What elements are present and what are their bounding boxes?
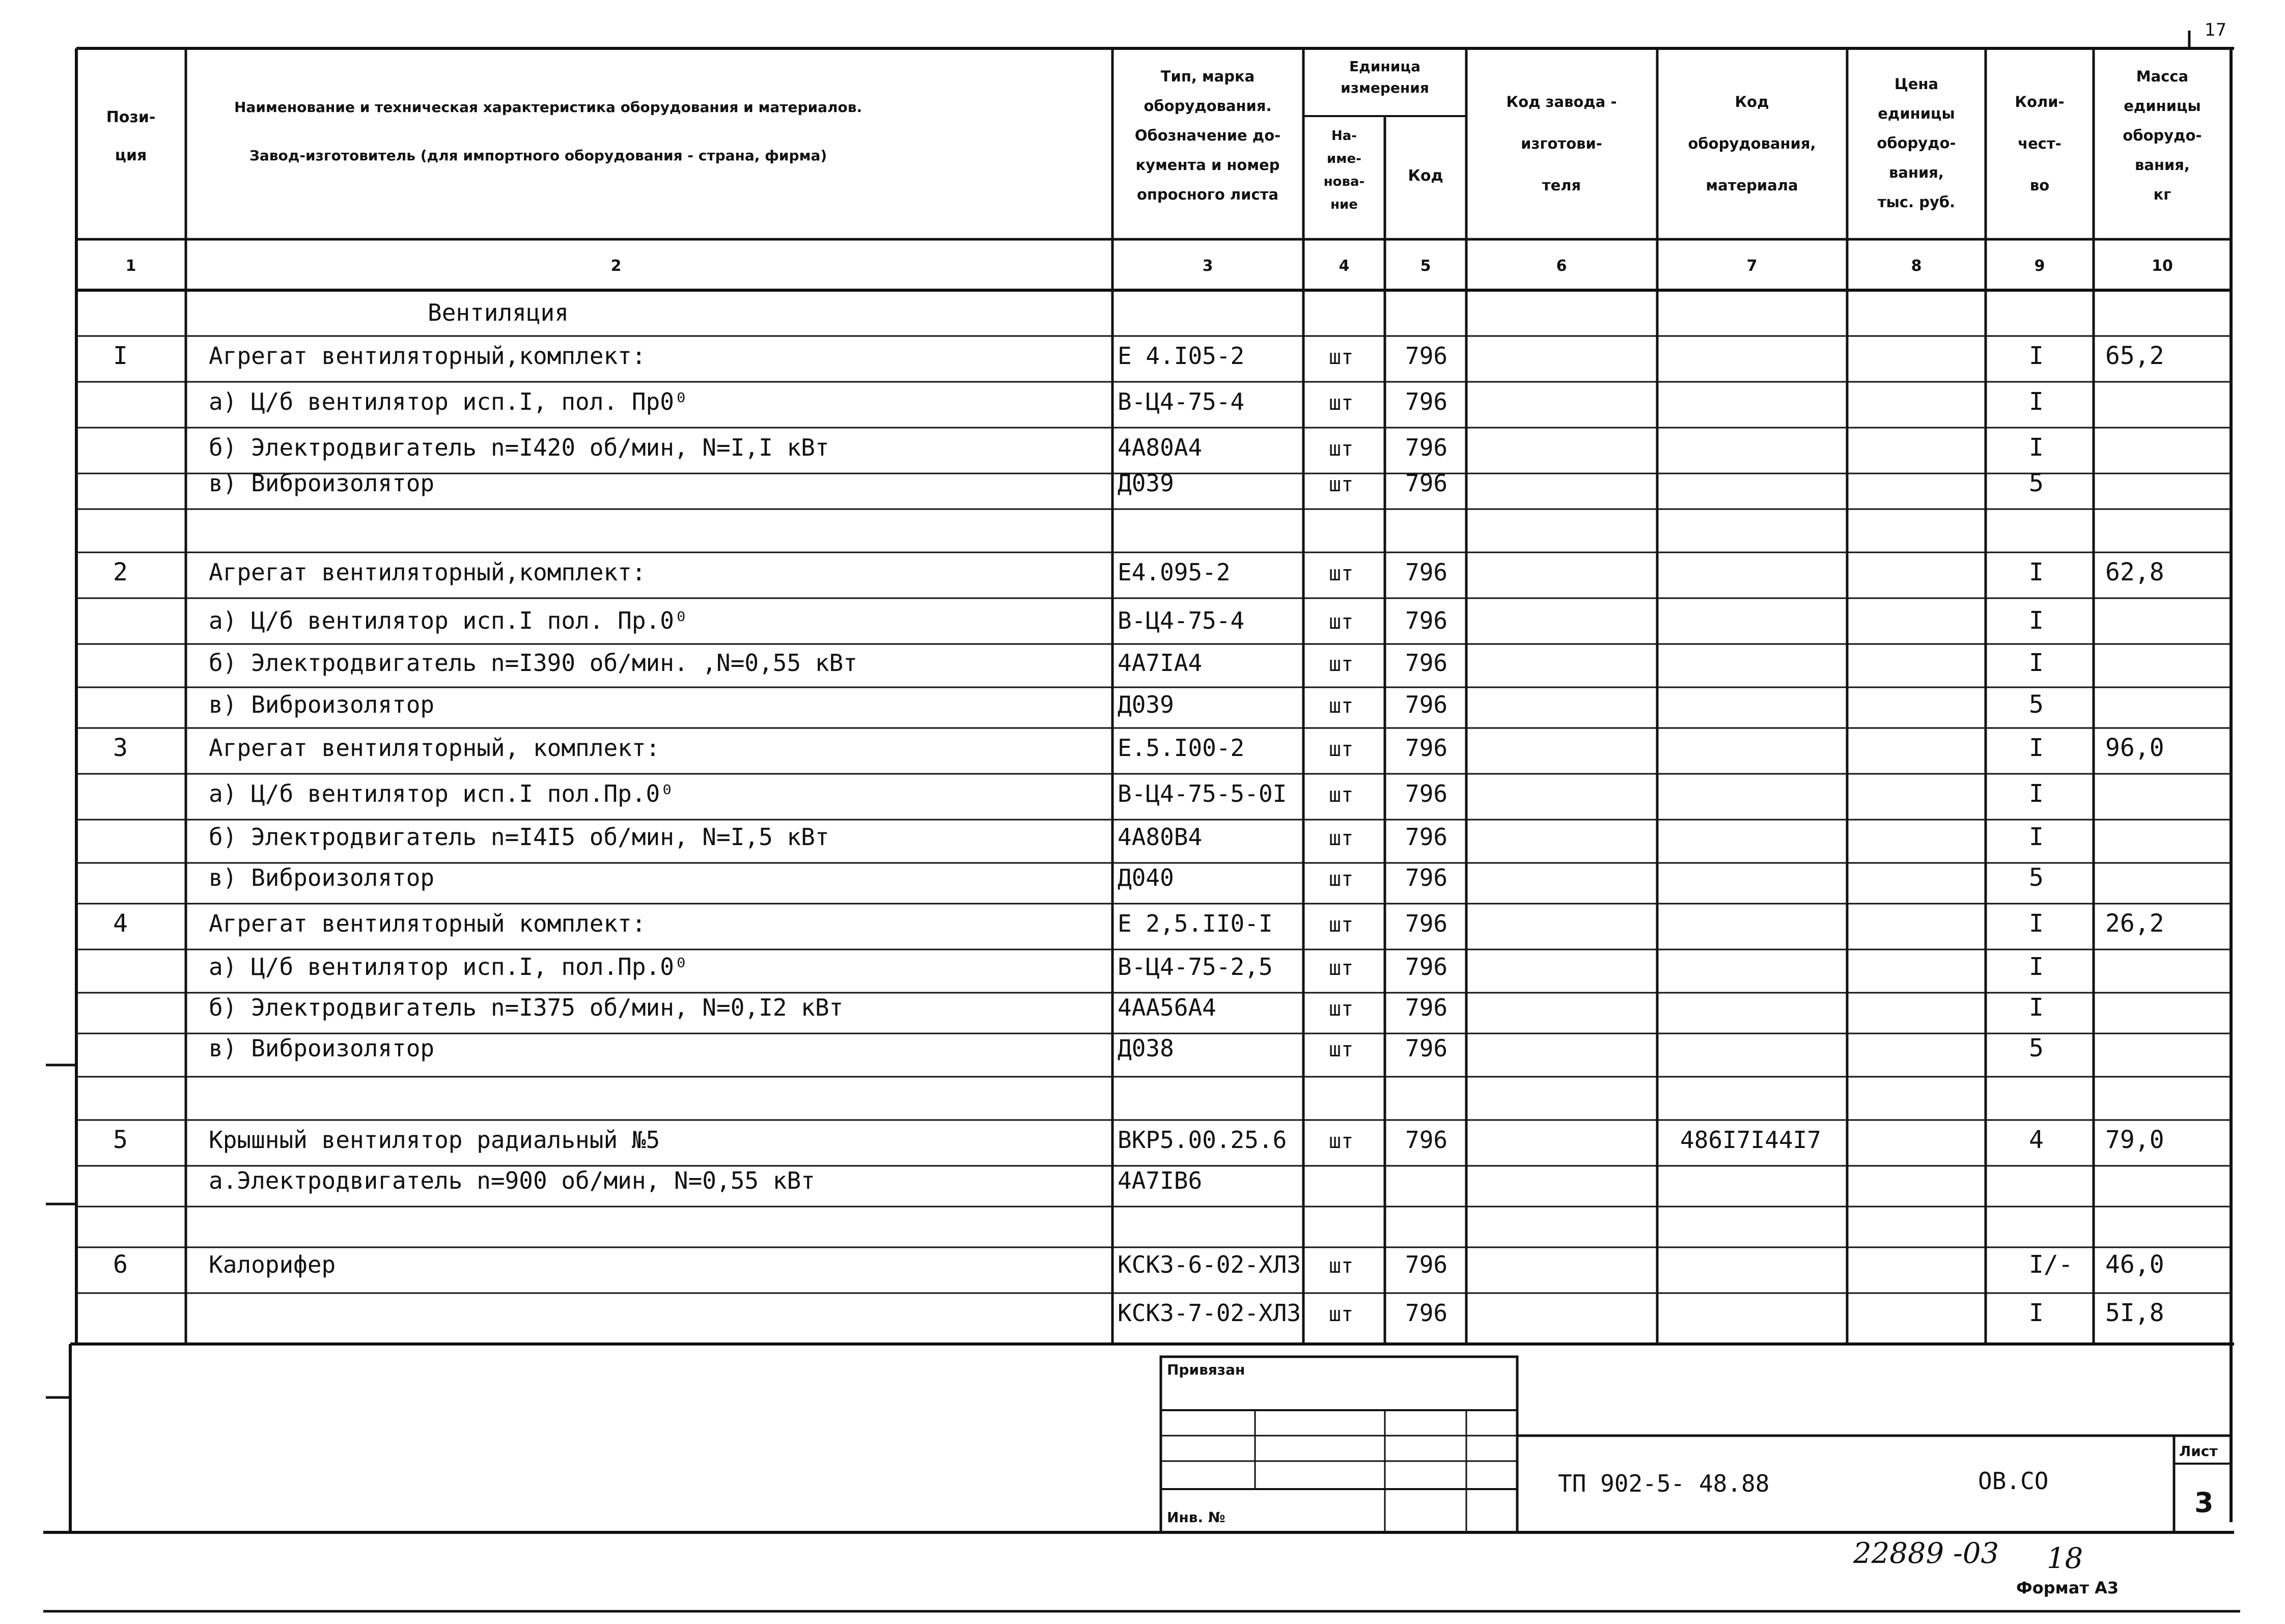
header-equipment-code-line: оборудования, [1688,135,1816,152]
row-unit: шт [1329,1254,1354,1278]
row-unit: шт [1329,694,1354,718]
table-row [209,953,2044,981]
row-unit-code: 796 [1405,734,1448,762]
row-unit: шт [1329,437,1354,461]
row-unit-code: 796 [1405,1251,1448,1278]
row-quantity: 5 [2029,690,2044,719]
header-name [234,99,862,164]
row-unit: шт [1329,610,1354,634]
row-type: Д039 [1118,691,1174,718]
row-mass: 26,2 [2105,909,2164,938]
header-type-line: Обозначение до- [1134,127,1281,144]
stamp-privyazan: Привязан [1167,1361,1245,1378]
row-unit: шт [1329,867,1354,891]
row-name: Агрегат вентиляторный,комплект: [209,558,646,586]
row-unit-code: 796 [1405,910,1448,937]
table-row [209,863,2044,892]
header-equipment-code [1688,93,1816,194]
row-name: б) Электродвигатель n=I4I5 об/мин, N=I,5 кВт [209,823,829,851]
table-row [113,342,2164,370]
row-unit-code: 796 [1405,469,1448,497]
header-type-line: оборудования. [1144,97,1272,115]
header-type-line: кумента и номер [1135,156,1280,174]
table-row [209,690,2044,719]
row-unit: шт [1329,827,1354,850]
table-row [113,909,2164,938]
row-quantity: I [2029,558,2044,586]
row-type: КСК3-7-02-ХЛ3 [1118,1299,1301,1327]
row-quantity: I [2029,1299,2044,1327]
table-row [428,299,569,326]
row-name: а) Ц/б вентилятор исп.I пол.Пр.0⁰ [209,780,674,807]
row-quantity: I [2029,649,2044,677]
column-number: 4 [1339,257,1350,275]
table-row [209,649,2044,677]
row-type: 4АА56А4 [1118,994,1216,1021]
row-name: а) Ц/б вентилятор исп.I, пол. Пр0⁰ [209,388,688,415]
row-type: Е4.095-2 [1118,558,1231,586]
table-row [113,734,2164,762]
column-numbers [126,257,2173,275]
header-factory-code-line: изготови- [1521,135,1602,152]
header-unit-group-line: измерения [1341,79,1429,96]
header-price-line: вания, [1889,164,1944,181]
row-unit-code: 796 [1405,953,1448,981]
stamp-sheet-number: 3 [2194,1487,2214,1519]
row-unit-code: 796 [1405,607,1448,634]
row-name: Калорифер [209,1251,336,1278]
row-mass: 5I,8 [2105,1299,2164,1327]
row-unit: шт [1329,653,1354,676]
header-price-line: тыс. руб. [1877,193,1956,211]
column-number: 9 [2034,257,2045,275]
row-unit-code: 796 [1405,823,1448,851]
row-quantity: 4 [2029,1126,2044,1154]
row-type: В-Ц4-75-5-0I [1118,780,1287,807]
row-position: 3 [113,734,128,762]
header-factory-code-line: теля [1542,177,1581,194]
row-unit-code: 796 [1405,1126,1448,1154]
header-quantity [2015,93,2064,194]
header-factory-code-line: Код завода - [1506,93,1617,110]
row-mass: 65,2 [2105,342,2164,370]
row-type: 4А7IА4 [1118,649,1203,677]
row-quantity: I [2029,779,2044,808]
row-type: В-Ц4-75-4 [1118,388,1245,415]
row-unit-code: 796 [1405,864,1448,891]
header-mass-line: кг [2153,186,2171,203]
header-factory-code [1507,93,1617,194]
row-unit: шт [1329,391,1354,415]
column-number: 10 [2152,257,2173,275]
row-unit-code: 796 [1405,434,1448,461]
row-quantity: I [2029,342,2044,370]
row-type: 4А80В4 [1118,823,1203,851]
specification-rows [113,299,2164,1327]
row-unit: шт [1329,783,1354,807]
row-name: Агрегат вентиляторный,комплект: [209,342,646,370]
table-row [209,606,2044,635]
row-quantity: I [2029,823,2044,851]
row-name: в) Виброизолятор [209,1034,435,1062]
row-quantity: I [2029,433,2044,462]
row-name: в) Виброизолятор [209,691,435,718]
row-type: Д038 [1118,1034,1174,1062]
row-quantity: I [2029,953,2044,981]
row-name: а) Ц/б вентилятор исп.I пол. Пр.0⁰ [209,607,688,634]
row-quantity: 5 [2029,863,2044,892]
row-type: КСК3-6-02-ХЛ3 [1118,1251,1301,1278]
row-position: 2 [113,558,128,586]
header-equipment-code-line: материала [1706,177,1798,194]
row-unit-code: 796 [1405,649,1448,677]
row-name: Крышный вентилятор радиальный №5 [209,1126,660,1154]
header-unit-code-line: Код [1408,167,1443,185]
row-unit: шт [1329,346,1354,369]
row-type: Д040 [1118,864,1174,891]
header-unit-group [1341,58,1429,96]
table-row [209,1034,2044,1062]
page-mark: 17 [2205,20,2227,40]
stamp-doc-code: ТП 902-5- 48.88 [1558,1470,1770,1497]
table-row [209,387,2044,416]
row-name: Вентиляция [428,299,569,326]
header-quantity-line: Коли- [2015,93,2065,110]
row-quantity: I [2029,909,2044,938]
row-name: а) Ц/б вентилятор исп.I, пол.Пр.0⁰ [209,953,688,981]
header-name-line: Наименование и техническая характеристика оборудования и материалов. [234,99,862,116]
header-type-line: Тип, марка [1160,68,1255,85]
header-quantity-line: во [2029,177,2050,194]
row-quantity: I [2029,606,2044,635]
row-type: Е 4.I05-2 [1118,342,1245,370]
row-name: б) Электродвигатель n=I390 об/мин. ,N=0,55 кВт [209,649,857,677]
row-unit: шт [1329,473,1354,496]
header-mass-line: Масса [2136,68,2189,85]
row-quantity: I [2029,993,2044,1022]
header-quantity-line: чест- [2018,135,2061,152]
row-mass: 62,8 [2105,558,2164,586]
row-unit: шт [1329,913,1354,937]
table-row [209,823,2044,851]
row-quantity: I [2029,387,2044,416]
handwritten-sheet: 18 [2047,1542,2083,1575]
row-name: Агрегат вентиляторный, комплект: [209,734,660,762]
header-price [1877,75,1956,211]
table-row [209,433,2044,462]
header-unit-name-line: нова- [1323,174,1365,189]
header-unit-code [1408,167,1443,185]
row-unit-code: 796 [1405,342,1448,370]
table-row [209,1167,1202,1194]
row-mass: 46,0 [2105,1250,2164,1279]
row-position: 6 [113,1250,128,1279]
row-unit-code: 796 [1405,558,1448,586]
column-number: 5 [1420,257,1431,275]
row-unit: шт [1329,738,1354,761]
stamp-inv-no: Инв. № [1167,1509,1225,1526]
row-unit-code: 796 [1405,1034,1448,1062]
header-mass-line: оборудо- [2123,127,2202,144]
row-type: 4А7IВ6 [1118,1167,1203,1194]
header-mass-line: единицы [2124,97,2201,115]
row-name: а.Электродвигатель n=900 об/мин, N=0,55 кВт [209,1167,815,1194]
row-unit: шт [1329,1038,1354,1061]
row-position: 5 [113,1126,128,1154]
header-position [106,108,156,164]
row-unit: шт [1329,562,1354,585]
header-unit-name [1324,128,1365,212]
header-price-line: единицы [1878,105,1955,122]
header-type-line: опросного листа [1136,186,1279,203]
row-quantity: I [2029,734,2044,762]
row-unit: шт [1329,957,1354,980]
stamp-section: ОВ.СО [1978,1467,2049,1495]
header-equipment-code-line: Код [1735,93,1769,110]
header-unit-group-line: Единица [1349,58,1420,75]
row-equipment-code: 486I7I44I7 [1680,1126,1821,1154]
row-unit: шт [1329,1130,1354,1153]
table-row [113,558,2164,586]
row-type: 4А80А4 [1118,434,1203,461]
header-mass [2123,68,2202,203]
column-number: 2 [610,257,622,275]
row-name: б) Электродвигатель n=I375 об/мин, N=0,I2 кВт [209,994,844,1021]
header-type [1135,68,1280,203]
header-price-line: Цена [1894,75,1939,93]
row-quantity: 5 [2029,469,2044,497]
row-mass: 96,0 [2105,734,2164,762]
row-unit-code: 796 [1405,691,1448,718]
row-quantity: 5 [2029,1034,2044,1062]
row-unit-code: 796 [1405,994,1448,1021]
header-unit-name-line: име- [1327,151,1361,166]
header-position-line: ция [115,147,147,164]
header-mass-line: вания, [2135,156,2190,174]
row-name: в) Виброизолятор [209,469,435,497]
row-type: Е.5.I00-2 [1118,734,1245,762]
header-price-line: оборудо- [1877,134,1956,152]
column-number: 1 [125,257,136,275]
row-quantity: I/- [2029,1250,2073,1279]
header-unit-name-line: ние [1330,197,1358,212]
row-type: В-Ц4-75-4 [1118,607,1245,634]
row-position: I [113,342,128,370]
table-row [113,1250,2164,1279]
row-unit-code: 796 [1405,1299,1448,1327]
table-row [1118,1299,2164,1327]
table-row [209,993,2044,1022]
row-type: Д039 [1118,469,1174,497]
header-name-line: Завод-изготовитель (для импортного оборудования - страна, фирма) [249,147,827,164]
handwritten-number: 22889 -03 [1853,1537,1999,1570]
row-mass: 79,0 [2105,1126,2164,1154]
row-unit-code: 796 [1405,780,1448,807]
column-number: 8 [1911,257,1922,275]
table-row [209,779,2044,808]
stamp-sheet-label: Лист [2179,1443,2218,1460]
row-position: 4 [113,909,128,938]
table-row [113,1126,2164,1154]
row-type: Е 2,5.II0-I [1118,910,1273,937]
row-unit-code: 796 [1405,388,1448,415]
header-position-line: Пози- [106,108,156,126]
row-unit: шт [1329,1303,1354,1326]
row-name: в) Виброизолятор [209,864,435,891]
row-type: ВКР5.00.25.6 [1118,1126,1287,1154]
column-number: 6 [1556,257,1567,275]
row-name: б) Электродвигатель n=I420 об/мин, N=I,I кВт [209,434,829,461]
column-number: 3 [1202,257,1213,275]
header-unit-name-line: На- [1331,128,1357,144]
column-number: 7 [1746,257,1758,275]
row-type: В-Ц4-75-2,5 [1118,953,1273,981]
row-unit: шт [1329,997,1354,1021]
title-block [1161,1357,2231,1532]
row-name: Агрегат вентиляторный комплект: [209,910,646,937]
format-label: Формат А3 [2016,1578,2119,1598]
